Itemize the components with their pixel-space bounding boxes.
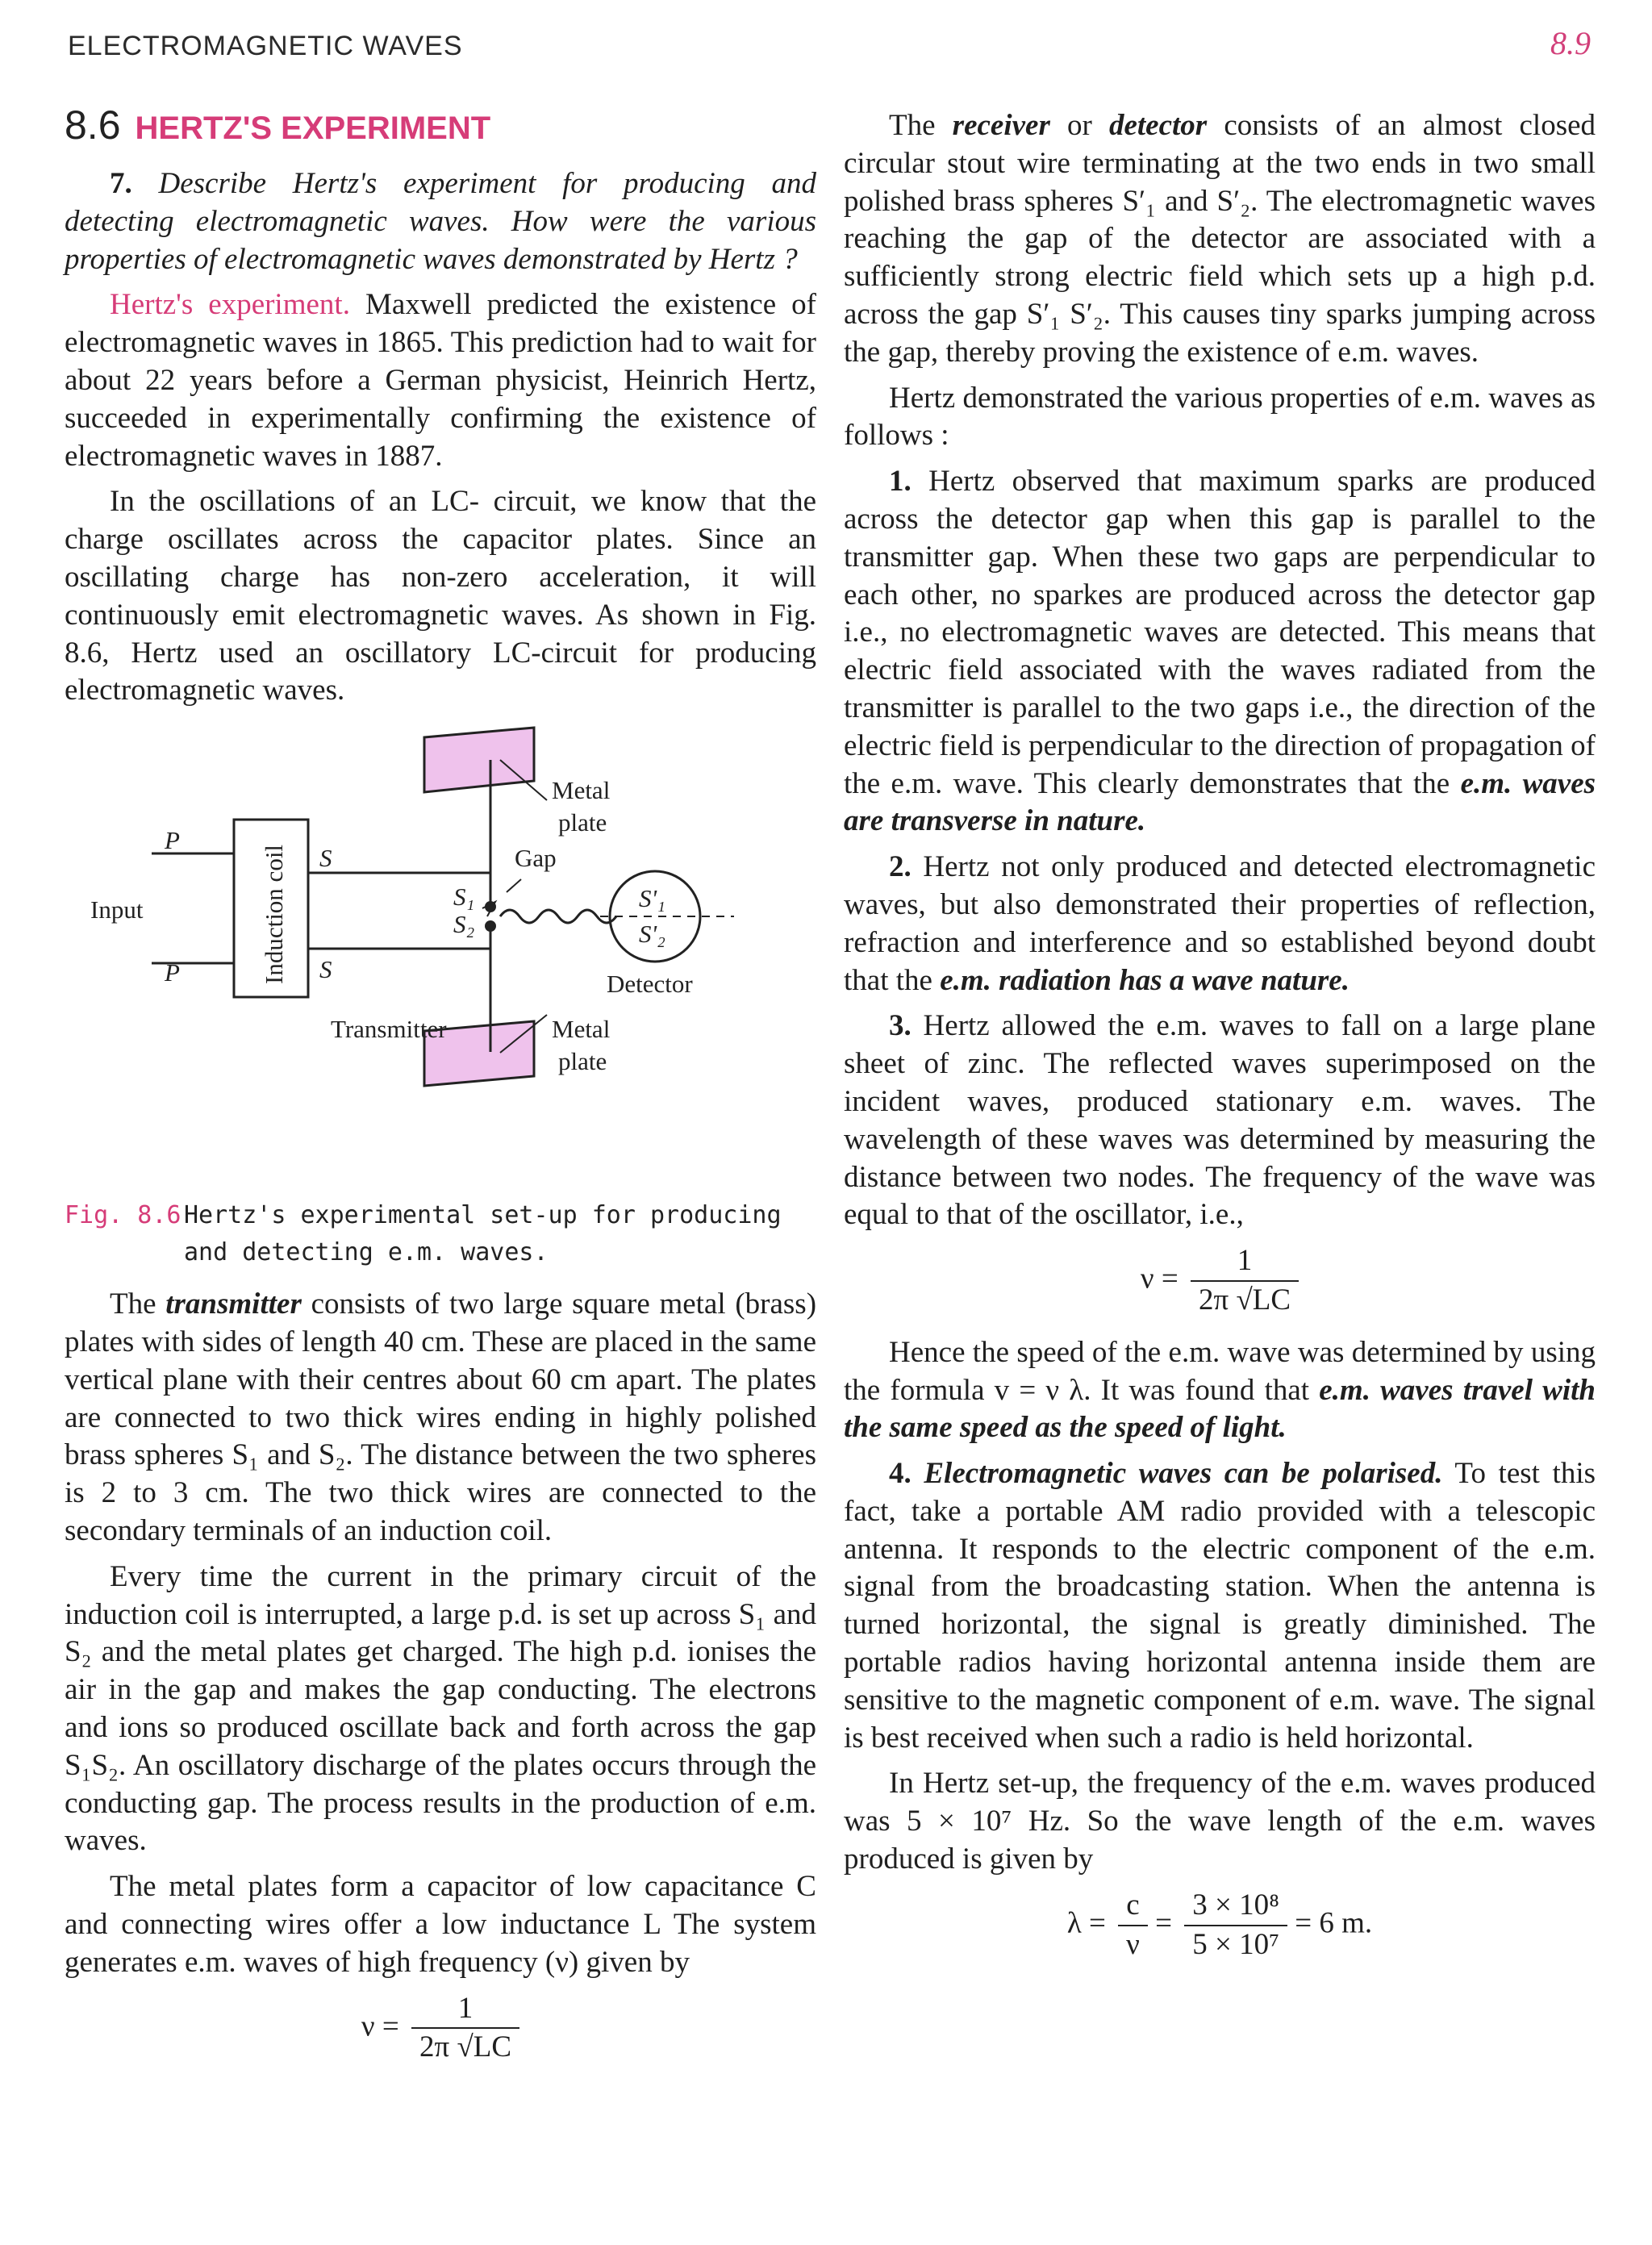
label-s-top: S <box>319 844 332 873</box>
caption-line-2: and detecting e.m. waves. <box>184 1238 549 1267</box>
item-1-number: 1. <box>889 465 912 499</box>
r6-conclusion: e.m. waves travel with the same speed as the speed of light. <box>844 1373 1596 1445</box>
paragraph-transmitter <box>65 1286 816 1550</box>
item-1-text: Hertz observed that maximum sparks are produced across the detector gap when this gap is parallel to the transmitter gap. When these two gaps are perpendicular to each other, no sparkes are produced across the detector gap i.e., no electromagnetic waves are detected. This means that electric field associated with the waves radiated from the transmitter is parallel to the two gaps i.e., the direction of the electric field is perpendicular to the direction of propagation of the e.m. wave. This clearly demonstrates that the <box>844 465 1596 800</box>
left-column <box>65 97 816 2081</box>
eq3-f1-numerator: c <box>1118 1887 1148 1926</box>
label-s-bottom: S <box>319 955 332 984</box>
eq3-f1-denominator: ν <box>1126 1927 1140 1961</box>
figure-caption <box>65 1197 816 1271</box>
eq3-result: = 6 m. <box>1295 1906 1373 1940</box>
equation-oscillator-frequency <box>844 1242 1596 1320</box>
caption-label: Fig. 8.6 <box>65 1201 181 1230</box>
paragraph-receiver <box>844 107 1596 372</box>
label-s2-prime: S'₂ <box>639 920 665 949</box>
question-number: 7. <box>110 167 132 200</box>
eq-fraction <box>411 1990 519 2068</box>
p3-text: consists of two large square metal (brass) plates with sides of length 40 cm. These are placed in the same vertical plane with their centres about 60 cm apart. The plates are connected to two thick wires ending in highly polished brass spheres S₁ and S₂. The distance between the two spheres is 2 to 3 cm. The two thick wires are connected to the secondary terminals of an induction coil. <box>65 1287 817 1547</box>
eq3-f2-numerator: 3 × 10⁸ <box>1184 1887 1287 1926</box>
label-metal-top: Metal <box>552 776 611 805</box>
paragraph-wavelength: In Hertz set-up, the frequency of the e.m. waves produced was 5 × 10⁷ Hz. So the wave length of the e.m. waves produced is given by <box>844 1767 1596 1876</box>
label-s1-prime: S'₁ <box>639 884 665 913</box>
label-s1: S₁ <box>453 883 475 912</box>
equation-frequency <box>65 1990 816 2068</box>
hertz-setup-diagram <box>65 718 816 1186</box>
paragraph-lc-circuit: In the oscillations of an LC- circuit, we know that the charge oscillates across the capacitor plates. Since an oscillating charge has non-zero acceleration, it will continuously emit electromagnetic waves. As shown in Fig. 8.6, Hertz used an oscillatory LC-circuit for producing electromagnetic waves. <box>65 485 816 707</box>
label-s2: S₂ <box>453 910 475 939</box>
eq3-fraction-1 <box>1118 1887 1148 1964</box>
equation-wavelength <box>844 1887 1596 1964</box>
eq2-lhs: ν = <box>1140 1262 1179 1296</box>
r1-or: or <box>1067 109 1092 142</box>
r1-text: consists of an almost closed circular stout wire terminating at the two ends in two small polished brass spheres S′₁ and S′₂. The electromagnetic waves reaching the gap of the detector are associated with a sufficiently strong electric field which sets up a high p.d. across the gap S′₁ S′₂. This causes tiny sparks jumping across the gap, thereby proving the existence of e.m. waves. <box>844 109 1596 369</box>
item-2-number: 2. <box>889 850 912 884</box>
eq-denominator: 2π √LC <box>419 2030 512 2064</box>
eq2-numerator: 1 <box>1191 1242 1299 1282</box>
paragraph-properties-intro: Hertz demonstrated the various properties of e.m. waves as follows : <box>844 381 1596 453</box>
eq-numerator: 1 <box>411 1990 519 2030</box>
label-p-bottom: P <box>165 958 180 987</box>
label-gap: Gap <box>515 844 557 873</box>
label-detector: Detector <box>607 970 693 999</box>
figure-hertz-setup <box>65 718 816 1186</box>
label-plate-bottom: plate <box>558 1047 607 1076</box>
caption-line-1: Hertz's experimental set-up for producing <box>184 1201 782 1230</box>
label-transmitter: Transmitter <box>331 1015 447 1044</box>
term-detector: detector <box>1108 109 1208 142</box>
label-input: Input <box>90 895 144 924</box>
list-item-4 <box>844 1455 1596 1757</box>
item-1-conclusion: e.m. waves are transverse in nature. <box>844 766 1596 838</box>
question-text: Describe Hertz's experiment for producing and detecting electromagnetic waves. How were the various properties of electromagnetic waves demonstrated by Hertz ? <box>65 167 817 276</box>
top-metal-plate <box>424 728 534 792</box>
term-receiver: receiver <box>952 109 1050 142</box>
paragraph-discharge: Every time the current in the primary circuit of the induction coil is interrupted, a large p.d. is set up across S₁ and S₂ and the metal plates get charged. The high p.d. ionises the air in the gap and makes the gap conducting. The electrons and ions so produced oscillate back and forth across the gap S₁S₂. An oscillatory discharge of the plates occurs through the conducting gap. The process results in the production of e.m. waves. <box>65 1559 816 1858</box>
term-transmitter: transmitter <box>165 1287 302 1321</box>
item-4-text: To test this fact, take a portable AM radio provided with a telescopic antenna. It responds to the electric component of the e.m. signal from the broadcasting station. When the antenna is turned horizontal, the signal is greatly diminished. The portable radios having horizontal antenna inside them are sensitive to the magnetic component of e.m. wave. The signal is best received when such a radio is held horizontal. <box>844 1457 1596 1755</box>
leader-gap <box>507 879 521 892</box>
item-2-conclusion: e.m. radiation has a wave nature. <box>940 963 1350 997</box>
item-3-number: 3. <box>889 1009 912 1043</box>
eq-lhs: ν = <box>361 2009 399 2043</box>
list-item-3 <box>844 1008 1596 1234</box>
p3-start: The <box>110 1287 156 1321</box>
em-wave <box>500 910 616 923</box>
item-3-text: Hertz allowed the e.m. waves to fall on a large plane sheet of zinc. The reflected waves superimposed on the incident waves, produced stationary e.m. waves. The wavelength of these waves was determined by measuring the distance between two nodes. The frequency of the wave was equal to that of the oscillator, i.e., <box>844 1009 1596 1232</box>
eq3-equals: = <box>1155 1906 1172 1940</box>
sphere-s2 <box>485 920 496 932</box>
label-plate-top: plate <box>558 808 607 837</box>
running-header-chapter: ELECTROMAGNETIC WAVES <box>68 31 463 61</box>
paragraph-lead: Hertz's experiment. <box>110 288 350 322</box>
paragraph-text: Maxwell predicted the existence of electromagnetic waves in 1865. This prediction had to wait for about 22 years before a German physicist, Heinrich Hertz, succeeded in experimentally confirming the existence of electromagnetic waves in 1887. <box>65 288 816 473</box>
paragraph-frequency: The metal plates form a capacitor of low capacitance C and connecting wires offer a low inductance L The system generates e.m. waves of high frequency (ν) given by <box>65 1870 816 1979</box>
item-4-heading: Electromagnetic waves can be polarised. <box>924 1457 1443 1491</box>
item-2-text: Hertz not only produced and detected electromagnetic waves, but also demonstrated their properties of reflection, refraction and interference and so established beyond doubt that the <box>844 850 1596 997</box>
eq3-f2-denominator: 5 × 10⁷ <box>1192 1927 1280 1961</box>
eq3-lhs: λ = <box>1066 1906 1106 1940</box>
r1-start: The <box>889 109 936 142</box>
eq2-denominator: 2π √LC <box>1199 1283 1291 1317</box>
section-number: 8.6 <box>65 102 121 148</box>
r6-text: Hence the speed of the e.m. wave was determined by using the formula v = ν λ. It was found that <box>844 1335 1596 1407</box>
paragraph-hertz-experiment <box>65 286 816 475</box>
label-p-top: P <box>165 826 180 855</box>
eq2-fraction <box>1191 1242 1299 1320</box>
list-item-1 <box>844 463 1596 841</box>
list-item-2 <box>844 849 1596 999</box>
section-title: HERTZ'S EXPERIMENT <box>135 111 491 146</box>
item-4-number: 4. <box>889 1457 912 1491</box>
question <box>65 165 816 278</box>
right-column <box>844 107 1596 1978</box>
section-heading <box>65 103 816 151</box>
label-metal-bottom: Metal <box>552 1015 611 1044</box>
label-induction-coil: Induction coil <box>260 845 288 985</box>
caption-text <box>184 1197 782 1271</box>
paragraph-speed <box>844 1334 1596 1447</box>
page-number: 8.9 <box>1550 25 1591 61</box>
eq3-fraction-2 <box>1184 1887 1287 1964</box>
